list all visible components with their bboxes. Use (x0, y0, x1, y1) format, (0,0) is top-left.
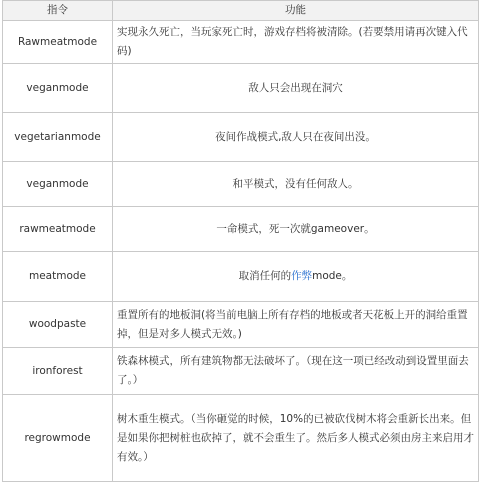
description-text-before: 取消任何的 (238, 270, 292, 282)
table-row (3, 252, 479, 302)
command-cell: Rawmeatmode (3, 21, 113, 64)
command-cell: woodpaste (3, 302, 113, 348)
description-cell: 和平模式，没有任何敌人。 (113, 162, 479, 207)
header-row (3, 1, 479, 21)
table-row (3, 348, 479, 395)
description-cell: 夜间作战模式,敌人只在夜间出没。 (113, 113, 479, 162)
description-cell (113, 252, 479, 302)
description-cell: 树木重生模式。（当你砸觉的时候，10%的已被砍伐树木将会重新长出来。但是如果你把树桩也砍掉了，就不会重生了。然后多人模式必须由房主来启用才有效。） (113, 395, 479, 482)
command-cell: regrowmode (3, 395, 113, 482)
description-cell: 重置所有的地板洞(将当前电脑上所有存档的地板或者天花板上开的洞给重置掉，但是对多人模式无效。) (113, 302, 479, 348)
description-cell: 敌人只会出现在洞穴 (113, 64, 479, 113)
command-cell: meatmode (3, 252, 113, 302)
header-command: 指令 (3, 1, 113, 21)
table-row (3, 64, 479, 113)
description-cell: 实现永久死亡，当玩家死亡时，游戏存档将被清除。(若要禁用请再次键入代码) (113, 21, 479, 64)
description-text-after: mode。 (312, 270, 353, 282)
command-cell: rawmeatmode (3, 207, 113, 252)
cheat-link[interactable]: 作弊 (291, 270, 313, 282)
table-row (3, 395, 479, 482)
table-row (3, 113, 479, 162)
description-cell: 铁森林模式，所有建筑物都无法破坏了。（现在这一项已经改动到设置里面去了。） (113, 348, 479, 395)
command-cell: veganmode (3, 162, 113, 207)
table-row (3, 302, 479, 348)
command-table (2, 0, 479, 482)
table-row (3, 207, 479, 252)
table-row (3, 162, 479, 207)
table-row (3, 21, 479, 64)
command-cell: vegetarianmode (3, 113, 113, 162)
command-cell: veganmode (3, 64, 113, 113)
header-function: 功能 (113, 1, 479, 21)
command-cell: ironforest (3, 348, 113, 395)
description-cell: 一命模式，死一次就gameover。 (113, 207, 479, 252)
